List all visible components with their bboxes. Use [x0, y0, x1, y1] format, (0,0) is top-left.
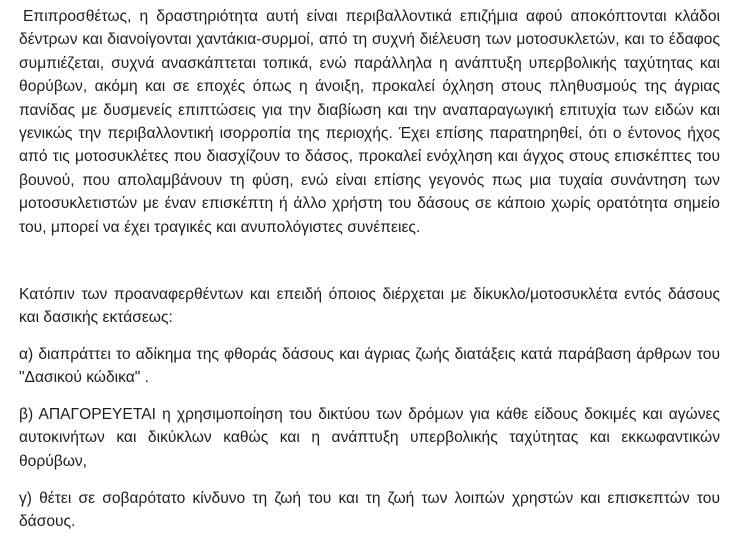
list-item-b-prohibition: β) ΑΠΑΓΟΡΕΥΕΤΑΙ η χρησιμοποίηση του δικτύου των δρόμων για κάθε είδους δοκιμές και αγώνες αυτοκινήτων και δικύκλων καθώς και η ανάπτυξη υπερβολικής ταχύτητας και εκκωφαντικών θορύβων,: [19, 406, 720, 470]
list-item-a-forest-damage: α) διαπράττει το αδίκημα της φθοράς δάσους και άγριας ζωής διατάξεις κατά παράβαση άρθρων του "Δασικού κώδικα" .: [19, 346, 720, 387]
paragraph-environmental-impact: Επιπροσθέτως, η δραστηριότητα αυτή είναι περιβαλλοντικά επιζήμια αφού αποκόπτονται κλάδοι δέντρων και διανοίγονται χαντάκια-συρμοί, από τη συχνή διέλευση των μοτοσυκλετών, και το έδαφος συμπιέζεται, συχνά ανασκάπτεται τοπικά, ενώ παράλληλα η ανάπτυξη υπερβολικής ταχύτητας και θορύβων, ακόμη και σε εποχές όπως η άνοιξη, προκαλεί όχληση στους πληθυσμούς της άγριας πανίδας με δυσμενείς επιπτώσεις για την διαβίωση και την αναπαραγωγική επιτυχία των ειδών και γενικώς την περιβαλλοντική ισορροπία της περιοχής. Έχει επίσης παρατηρηθεί, ότι ο έντονος ήχος από τις μοτοσυκλέτες που διασχίζουν το δάσος, προκαλεί ενόχληση και άγχος στους επισκέπτες του βουνού, που απολαμβάνουν τη φύση, ενώ είναι επίσης γεγονός πως μια τυχαία συνάντηση των μοτοσυκλετιστών με έναν επισκέπτη ή άλλο χρήστη του δάσους σε κάποιο χωρίς ορατότητα σημείο του, μπορεί να έχει τραγικές και ανυπολόγιστες συνέπειες.: [19, 8, 720, 236]
paragraph-consequently: Κατόπιν των προαναφερθέντων και επειδή όποιος διέρχεται με δίκυκλο/μοτοσυκλέτα εντός δάσους και δασικής εκτάσεως:: [19, 286, 720, 327]
document-page: [19, 0, 720, 551]
list-item-c-danger: γ) θέτει σε σοβαρότατο κίνδυνο τη ζωή του και τη ζωή των λοιπών χρηστών και επισκεπτών του δάσους.: [19, 490, 720, 531]
